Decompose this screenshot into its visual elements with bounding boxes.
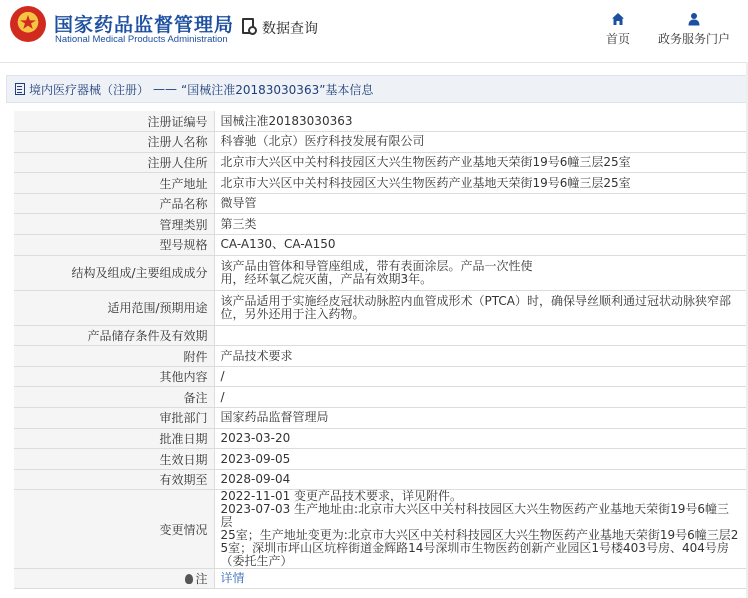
value-line: 25室；生产地址变更为:北京市大兴区中关村科技园区大兴生物医药产业基地天荣街19号6幢三层2 <box>220 528 739 543</box>
document-search-icon <box>241 18 259 38</box>
label-attachment: 附件 <box>14 346 214 367</box>
nav-home[interactable] <box>604 12 632 47</box>
label-registrant-address: 注册人住所 <box>14 152 214 173</box>
data-query-link[interactable] <box>241 17 318 39</box>
value-line: 2022-11-01 变更产品技术要求，详见附件。 <box>220 489 463 504</box>
value-model-spec: CA-A130、CA-A150 <box>214 235 748 256</box>
label-effective-date: 生效日期 <box>14 449 214 470</box>
value-remarks: / <box>214 387 748 408</box>
label-storage: 产品储存条件及有效期 <box>14 325 214 346</box>
data-query-label: 数据查询 <box>262 21 318 37</box>
label-model-spec: 型号规格 <box>14 235 214 256</box>
national-emblem-icon[interactable] <box>10 6 46 42</box>
table-row <box>14 193 748 214</box>
value-line: 该产品由管体和导管座组成，带有表面涂层。产品一次性使 <box>220 258 533 273</box>
nav-gov-label: 政务服务门户 <box>657 32 730 46</box>
person-icon <box>687 12 701 26</box>
label-intended-use: 适用范围/预期用途 <box>14 290 214 325</box>
value-registrant-address: 北京市大兴区中关村科技园区大兴生物医药产业基地天荣街19号6幢三层25室 <box>214 152 748 173</box>
table-row <box>14 235 748 256</box>
value-line: 位，另外还用于注入药物。 <box>220 306 365 321</box>
table-row <box>14 387 748 408</box>
value-intended-use <box>214 290 748 325</box>
table-row <box>14 290 748 325</box>
label-structure: 结构及组成/主要组成成分 <box>14 255 214 290</box>
value-note <box>214 569 748 589</box>
label-remarks: 备注 <box>14 387 214 408</box>
site-title[interactable]: 国家药品监督管理局 <box>54 14 235 36</box>
nav-gov-portal[interactable] <box>656 12 732 47</box>
value-approval-date: 2023-03-20 <box>214 428 748 449</box>
value-cert-no: 国械注准20183030363 <box>214 111 748 132</box>
breadcrumb-section[interactable]: 境内医疗器械（注册） <box>29 82 150 97</box>
details-link[interactable]: 详情 <box>220 571 245 586</box>
document-icon <box>15 83 25 95</box>
site-header <box>0 0 748 62</box>
value-storage <box>214 325 748 346</box>
value-registrant-name: 科睿驰（北京）医疗科技发展有限公司 <box>214 132 748 153</box>
label-cert-no: 注册证编号 <box>14 111 214 132</box>
value-attachment[interactable]: 产品技术要求 <box>214 346 748 367</box>
lightbulb-icon <box>185 574 193 584</box>
value-valid-until: 2028-09-04 <box>214 469 748 490</box>
label-approval-dept: 审批部门 <box>14 408 214 429</box>
table-row <box>14 152 748 173</box>
table-row <box>14 428 748 449</box>
breadcrumb <box>6 75 748 103</box>
table-row <box>14 346 748 367</box>
value-category: 第三类 <box>214 214 748 235</box>
value-line: （委托生产） <box>220 554 293 569</box>
label-change-history: 变更情况 <box>14 490 214 569</box>
nav-home-label: 首页 <box>605 32 630 46</box>
value-line: 该产品适用于实施经皮冠状动脉腔内血管成形术（PTCA）时，确保导丝顺利通过冠状动脉狭窄部 <box>220 293 731 308</box>
label-category: 管理类别 <box>14 214 214 235</box>
value-change-history <box>214 490 748 569</box>
home-icon <box>611 12 625 26</box>
label-registrant-name: 注册人名称 <box>14 132 214 153</box>
label-note <box>14 569 214 589</box>
value-approval-dept: 国家药品监督管理局 <box>214 408 748 429</box>
note-label: 注 <box>195 572 208 587</box>
site-subtitle: National Medical Products Administration <box>55 34 228 45</box>
value-line: 2023-07-03 生产地址由:北京市大兴区中关村科技园区大兴生物医药产业基地天荣街19号6幢三层 <box>220 502 730 530</box>
value-other: / <box>214 366 748 387</box>
table-row <box>14 490 748 569</box>
value-production-address: 北京市大兴区中关村科技园区大兴生物医药产业基地天荣街19号6幢三层25室 <box>214 173 748 194</box>
table-row <box>14 173 748 194</box>
breadcrumb-separator: —— <box>153 82 178 96</box>
breadcrumb-record: “国械注准20183030363”基本信息 <box>181 82 374 97</box>
label-product-name: 产品名称 <box>14 193 214 214</box>
table-row <box>14 325 748 346</box>
label-other: 其他内容 <box>14 366 214 387</box>
header-divider <box>0 62 748 63</box>
label-valid-until: 有效期至 <box>14 469 214 490</box>
info-table <box>14 111 748 589</box>
table-row <box>14 366 748 387</box>
table-row <box>14 449 748 470</box>
table-row <box>14 111 748 132</box>
table-row <box>14 255 748 290</box>
value-effective-date: 2023-09-05 <box>214 449 748 470</box>
table-row <box>14 469 748 490</box>
table-row <box>14 408 748 429</box>
label-production-address: 生产地址 <box>14 173 214 194</box>
value-structure <box>214 255 748 290</box>
label-approval-date: 批准日期 <box>14 428 214 449</box>
value-line: 用，经环氧乙烷灭菌，产品有效期3年。 <box>220 271 433 286</box>
table-row <box>14 214 748 235</box>
table-row <box>14 132 748 153</box>
table-row-note <box>14 569 748 589</box>
value-product-name: 微导管 <box>214 193 748 214</box>
value-line: 5室；深圳市坪山区坑梓街道金辉路14号深圳市生物医药创新产业园区1号楼403号房、404号房 <box>220 541 729 556</box>
